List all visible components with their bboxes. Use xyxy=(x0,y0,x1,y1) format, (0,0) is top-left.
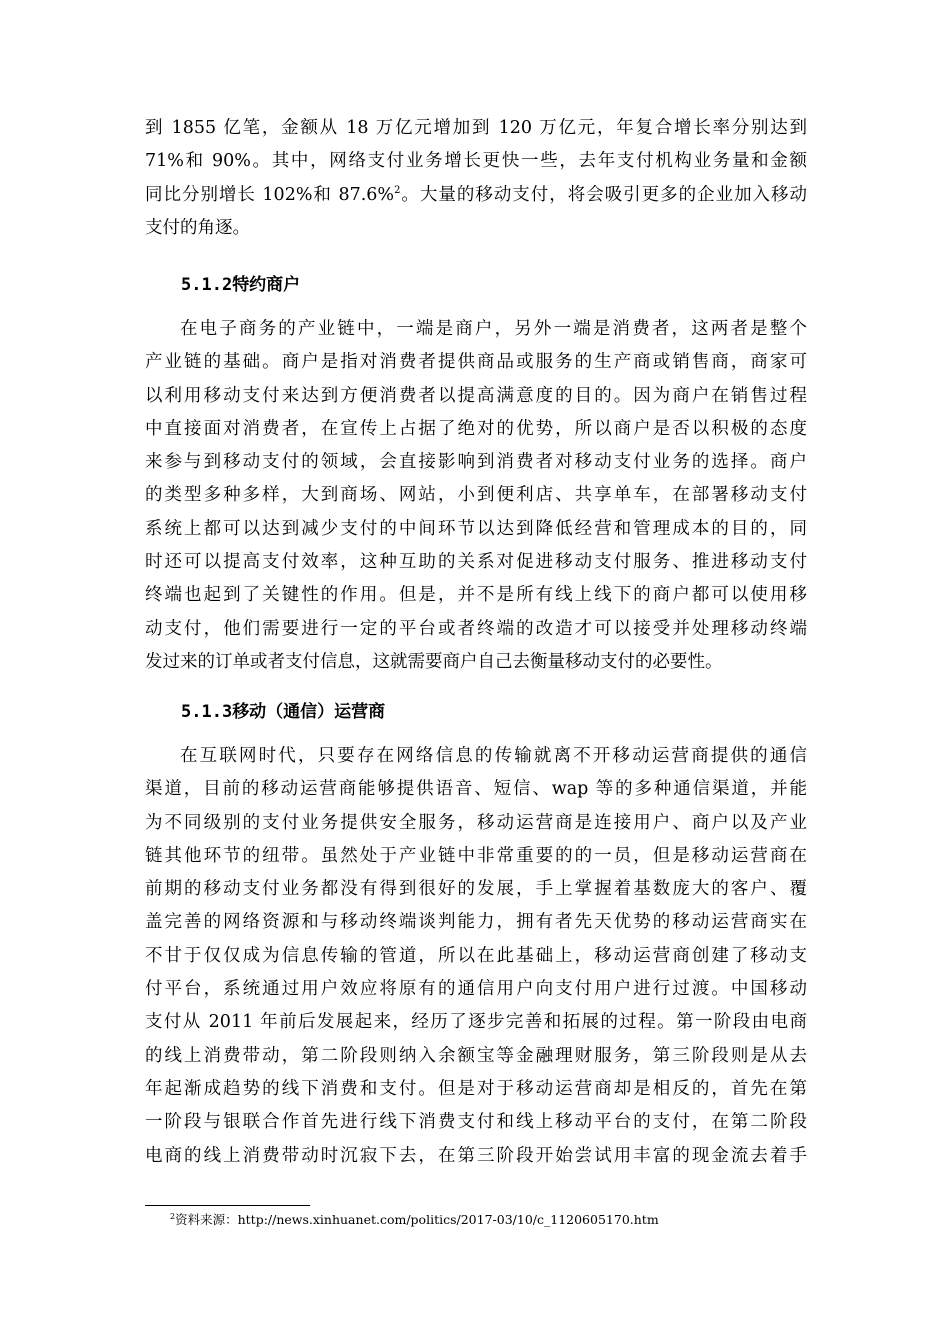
text-line: 一阶段与银联合作首先进行线下消费支付和线上移动平台的支付，在第二阶段 xyxy=(145,1112,807,1133)
text-line: 终端也起到了关键性的作用。但是，并不是所有线上线下的商户都可以使用移 xyxy=(145,585,807,606)
text-line: 系统上都可以达到减少支付的中间环节以达到降低经营和管理成本的目的，同 xyxy=(145,518,807,539)
text-line: 付平台，系统通过用户效应将原有的通信用户向支付用户进行过渡。中国移动 xyxy=(145,979,807,1000)
text-line: 到 1855 亿笔，金额从 18 万亿元增加到 120 万亿元，年复合增长率分别达到 xyxy=(145,118,807,138)
footnote-text[interactable]: 资料来源：http://news.xinhuanet.com/politics/2017-03/10/c_1120605170.htm xyxy=(175,1212,659,1227)
footnote-divider xyxy=(145,1205,310,1206)
text-line: 时还可以提高支付效率，这种互助的关系对促进移动支付服务、推进移动支付 xyxy=(145,552,807,573)
text-line: 在电子商务的产业链中，一端是商户，另外一端是消费者，这两者是整个 xyxy=(180,319,807,339)
text-line: 支付的角逐。 xyxy=(145,217,250,238)
footnote-marker: 2 xyxy=(170,1211,176,1221)
text-line: 前期的移动支付业务都没有得到很好的发展，手上掌握着基数庞大的客户、覆 xyxy=(145,879,807,900)
text-line: 渠道，目前的移动运营商能够提供语音、短信、wap 等的多种通信渠道，并能 xyxy=(145,779,807,800)
section-heading-513 xyxy=(181,700,385,724)
text-line: 不甘于仅仅成为信息传输的管道，所以在此基础上，移动运营商创建了移动支 xyxy=(145,945,807,966)
section-heading-512 xyxy=(181,273,300,297)
text-line: 为不同级别的支付业务提供安全服务，移动运营商是连接用户、商户以及产业 xyxy=(145,812,807,833)
section-number: 5.1.3 xyxy=(181,702,233,722)
text-line: 支付从 2011 年前后发展起来，经历了逐步完善和拓展的过程。第一阶段由电商 xyxy=(145,1012,807,1033)
text-line: 发过来的订单或者支付信息，这就需要商户自己去衡量移动支付的必要性。 xyxy=(145,651,723,672)
text-line: 中直接面对消费者，在宣传上占据了绝对的优势，所以商户是否以积极的态度 xyxy=(145,418,807,439)
paragraph-operators xyxy=(145,740,807,1173)
section-number: 5.1.2 xyxy=(181,275,233,295)
text-line: 的类型多种多样，大到商场、网站，小到便利店、共享单车，在部署移动支付 xyxy=(145,485,807,506)
text-line: 的线上消费带动，第二阶段则纳入余额宝等金融理财服务，第三阶段则是从去 xyxy=(145,1045,807,1066)
section-title: 特约商户 xyxy=(232,275,301,295)
footnote xyxy=(170,1211,659,1229)
text-line: 动支付，他们需要进行一定的平台或者终端的改造才可以接受并处理移动终端 xyxy=(145,618,807,639)
text-line: 电商的线上消费带动时沉寂下去，在第三阶段开始尝试用丰富的现金流去着手 xyxy=(145,1145,807,1166)
text-line: 年起渐成趋势的线下消费和支付。但是对于移动运营商却是相反的，首先在第 xyxy=(145,1078,807,1099)
section-title: 移动（通信）运营商 xyxy=(232,702,386,722)
paragraph-intro xyxy=(145,112,807,245)
paragraph-merchants xyxy=(145,313,807,679)
text-line: 来参与到移动支付的领域，会直接影响到消费者对移动支付业务的选择。商户 xyxy=(145,452,807,473)
text-line: 在互联网时代，只要存在网络信息的传输就离不开移动运营商提供的通信 xyxy=(180,746,807,766)
text-line: 以利用移动支付来达到方便消费者以提高满意度的目的。因为商户在销售过程 xyxy=(145,385,807,406)
text-line: 产业链的基础。商户是指对消费者提供商品或服务的生产商或销售商，商家可 xyxy=(145,352,807,373)
text-line: 同比分别增长 102%和 87.6%$^2$。大量的移动支付，将会吸引更多的企业加入移动 xyxy=(145,184,808,205)
footnote-ref[interactable]: 2 xyxy=(394,184,401,196)
text-line: 71%和 90%。其中，网络支付业务增长更快一些，去年支付机构业务量和金额 xyxy=(145,151,807,172)
text-line: 链其他环节的纽带。虽然处于产业链中非常重要的的一员，但是移动运营商在 xyxy=(145,845,807,866)
text-line: 盖完善的网络资源和与移动终端谈判能力，拥有者先天优势的移动运营商实在 xyxy=(145,912,807,933)
